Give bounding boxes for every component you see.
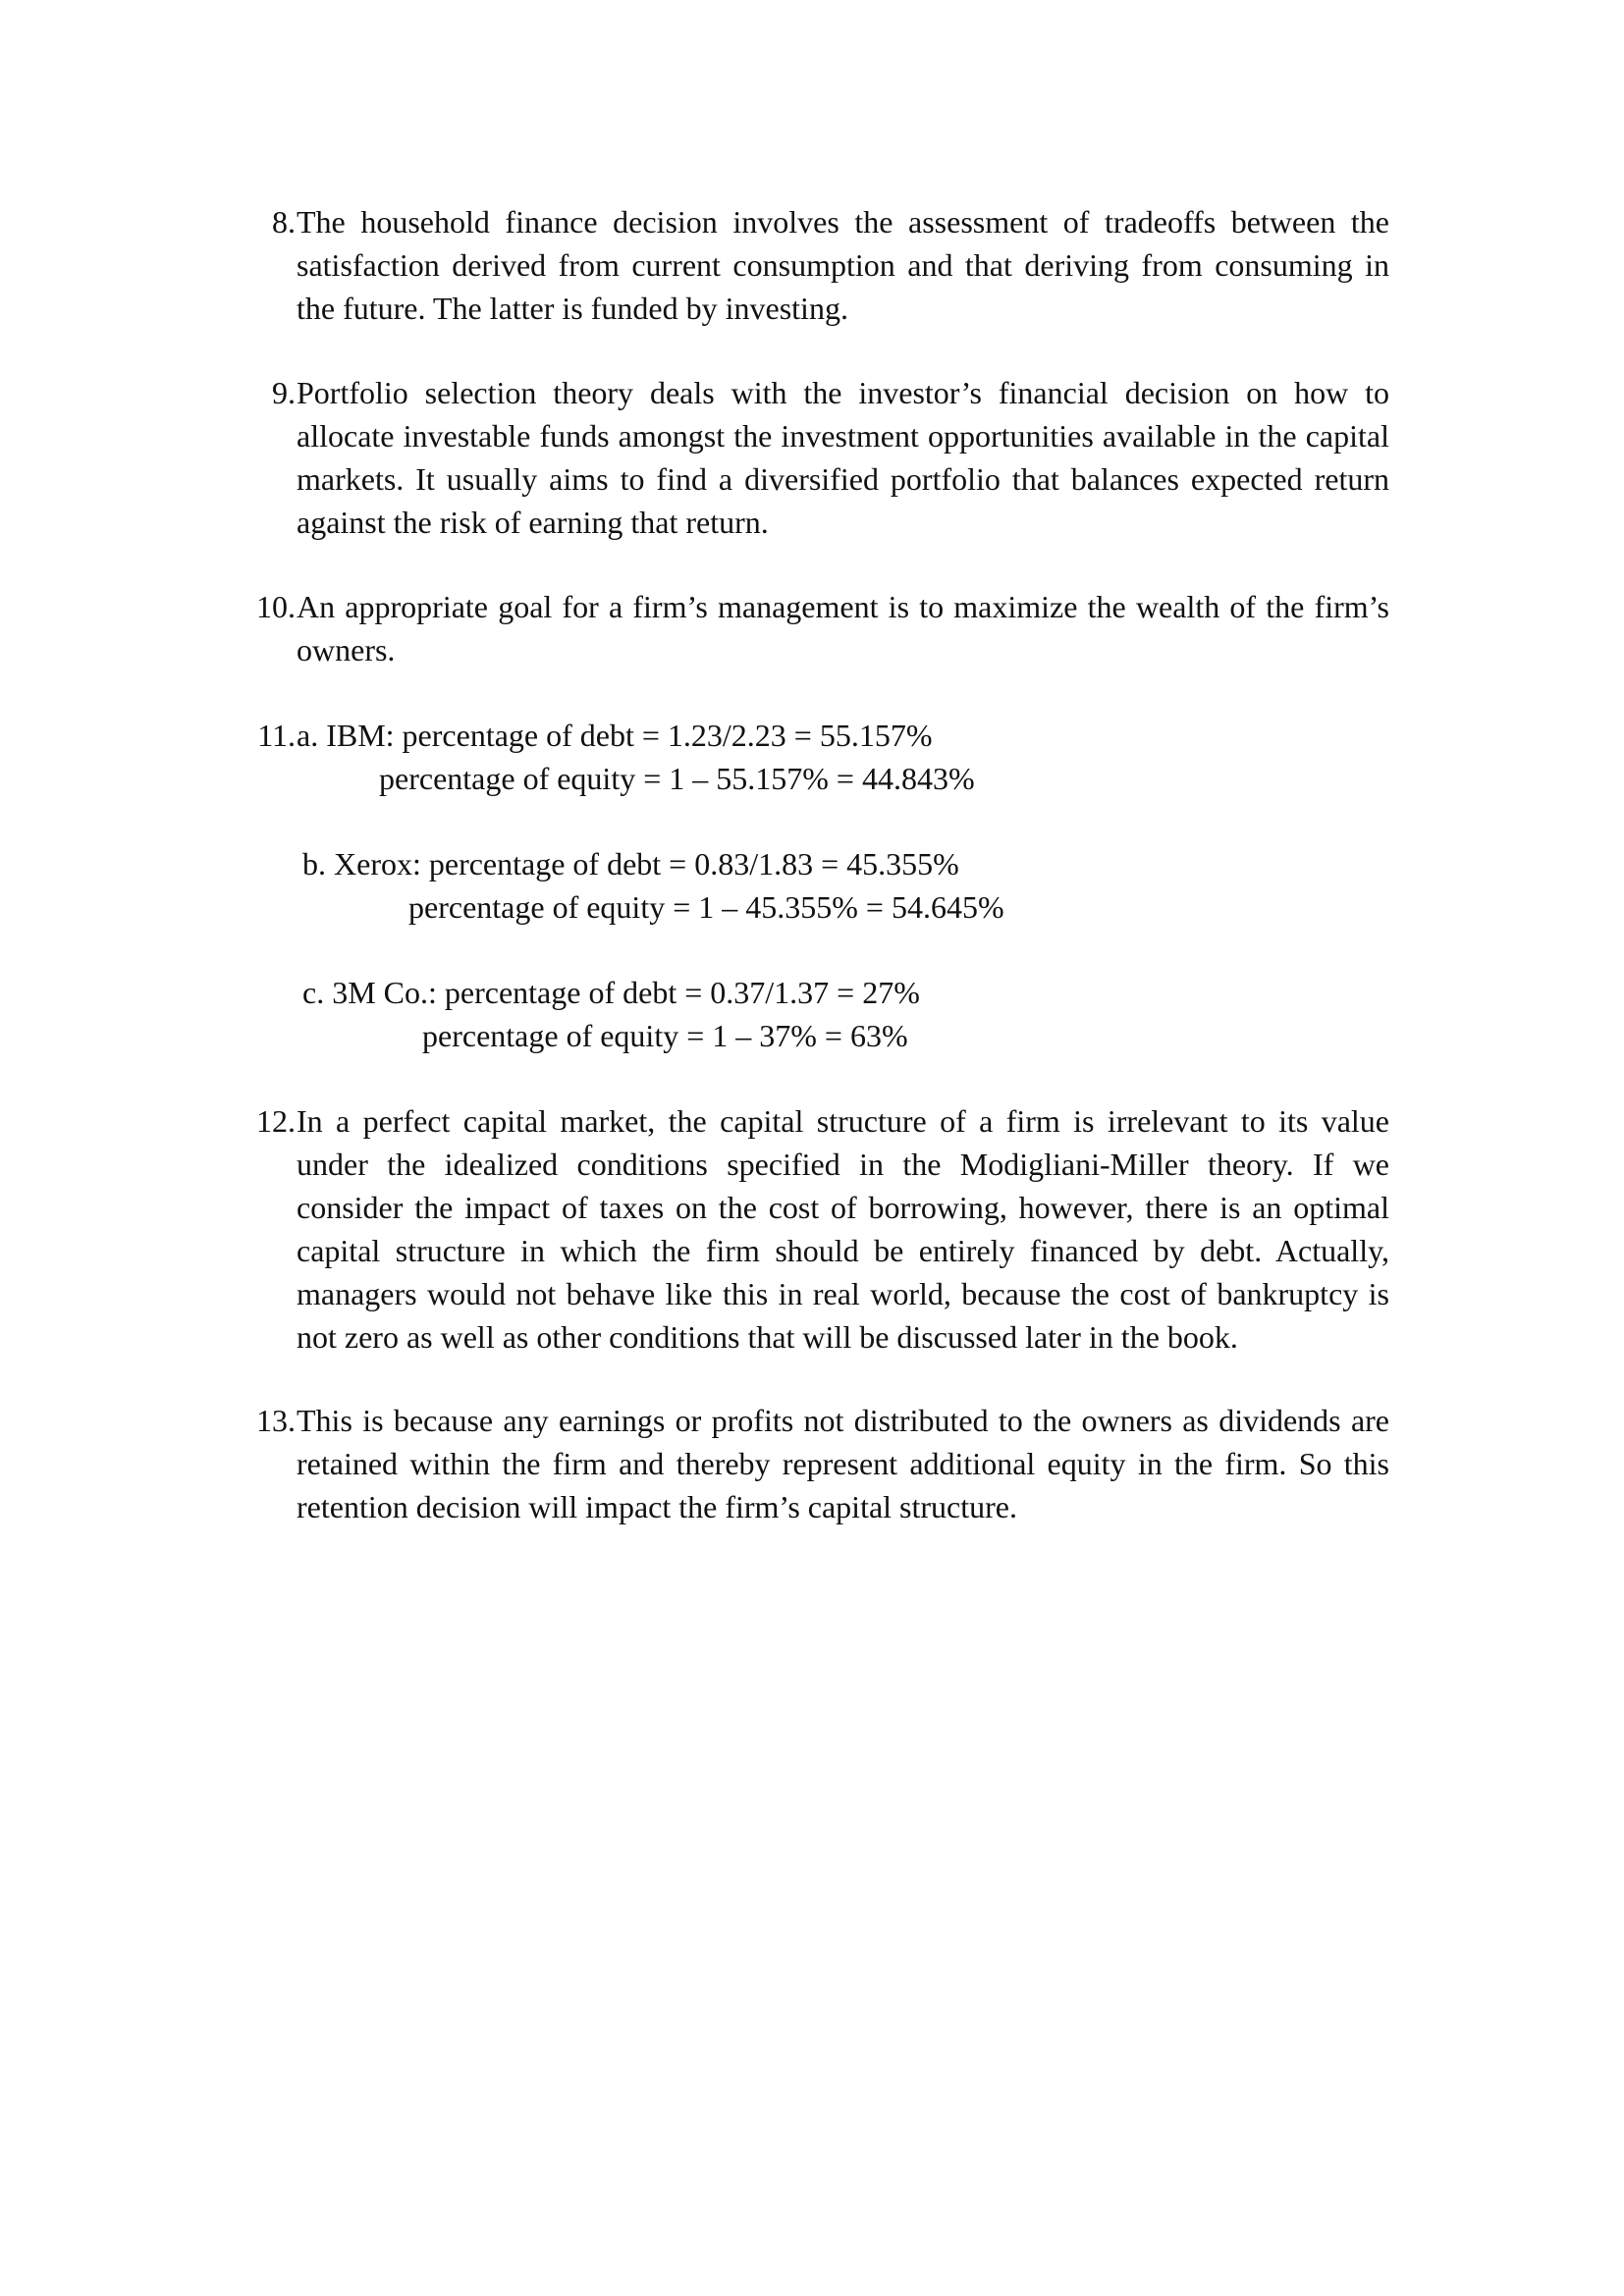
3m-debt-line: c. 3M Co.: percentage of debt = 0.37/1.37 = 27% (302, 975, 920, 1010)
ibm-equity-line: percentage of equity = 1 – 55.157% = 44.843% (379, 761, 975, 796)
list-item-12 (241, 1099, 1389, 1359)
list-item-10 (241, 585, 1389, 671)
item-number: 9. (272, 375, 296, 410)
item-text: In a perfect capital market, the capital structure of a firm is irrelevant to its value under the idealized conditions specified in the Modigliani-Miller theory. If we consider the impact of taxes on the cost of borrowing, however, there is an optimal capital structure in which the firm should be entirely financed by debt. Actually, managers would not behave like this in real world, because the cost of bankruptcy is not zero as well as other conditions that will be discussed later in the book. (297, 1103, 1389, 1355)
item-text: Portfolio selection theory deals with the investor’s financial decision on how to allocate investable funds amongst the investment opportunities available in the capital markets. It usually aims to find a diversified portfolio that balances expected return against the risk of earning that return. (297, 375, 1389, 540)
list-item-9 (241, 371, 1389, 544)
item-number: 10. (256, 589, 296, 624)
item-number: 13. (256, 1403, 296, 1438)
item-number: 8. (272, 204, 296, 240)
list-item-8 (241, 200, 1389, 330)
item-text: The household finance decision involves the assessment of tradeoffs between the satisfaction derived from current consumption and that deriving from consuming in the future. The latter is funded by investing. (297, 204, 1389, 326)
xerox-equity-line: percentage of equity = 1 – 45.355% = 54.645% (408, 889, 1004, 925)
ibm-debt-line: a. IBM: percentage of debt = 1.23/2.23 = 55.157% (297, 718, 933, 753)
list-item-13 (241, 1399, 1389, 1528)
item-number: 12. (256, 1103, 296, 1139)
xerox-debt-line: b. Xerox: percentage of debt = 0.83/1.83 = 45.355% (302, 846, 959, 881)
3m-equity-line: percentage of equity = 1 – 37% = 63% (422, 1018, 908, 1053)
item-text: This is because any earnings or profits not distributed to the owners as dividends are retained within the firm and thereby represent additional equity in the firm. So this retention decision will impact the firm’s capital structure. (297, 1403, 1389, 1524)
item-text: An appropriate goal for a firm’s management is to maximize the wealth of the firm’s owners. (297, 589, 1389, 667)
item-number: 11. (257, 718, 296, 753)
